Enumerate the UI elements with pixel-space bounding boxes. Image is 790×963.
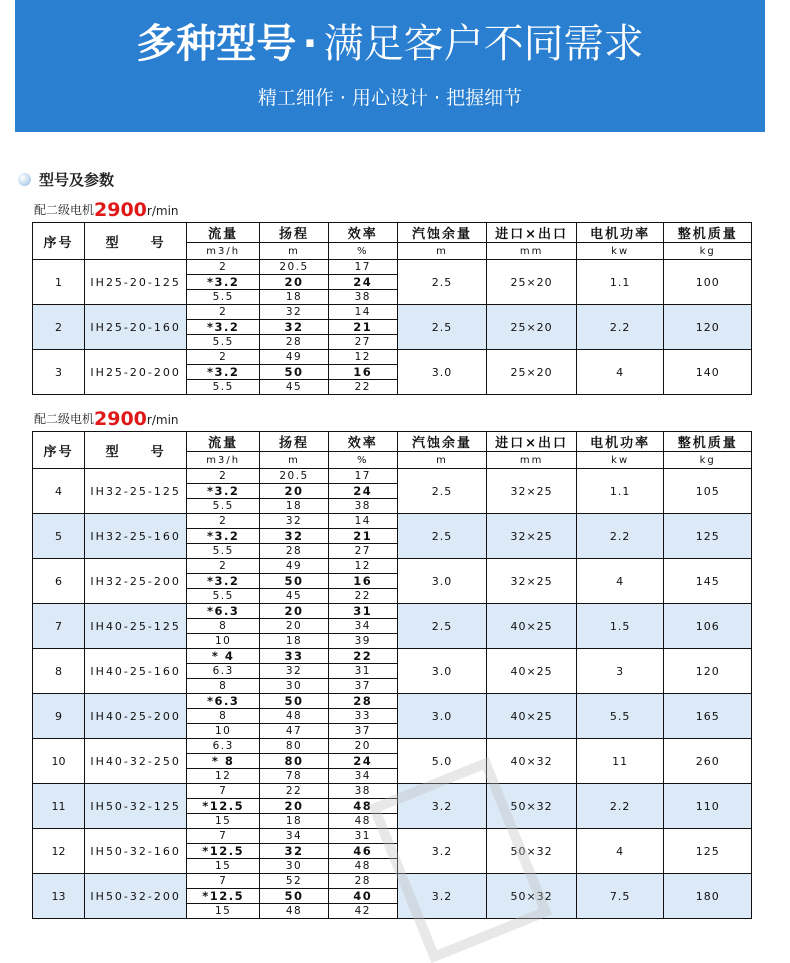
cell-eff: 46 [328,844,397,859]
cell-head: 18 [260,634,329,649]
row-mass: 140 [664,350,752,395]
cell-flow: 12 [187,769,260,784]
row-idx: 2 [33,305,85,350]
motor-label: 配二级电机 [34,203,95,217]
row-model: IH32-25-160 [85,514,187,559]
cell-head: 22 [260,784,329,799]
header-port-unit: mm [487,243,577,260]
cell-eff: 40 [328,889,397,904]
cell-eff: 37 [328,679,397,694]
row-port: 32×25 [487,469,577,514]
cell-head: 18 [260,814,329,829]
cell-head: 18 [260,290,329,305]
header-model: 型 号 [85,432,187,469]
cell-eff: 22 [328,649,397,664]
cell-flow: 10 [187,724,260,739]
table-row [33,649,752,664]
cell-flow: 5.5 [187,380,260,395]
cell-flow: 8 [187,709,260,724]
cell-flow: 7 [187,784,260,799]
cell-eff: 33 [328,709,397,724]
cell-flow: *12.5 [187,844,260,859]
motor-unit: r/min [146,204,179,218]
cell-head: 49 [260,350,329,365]
table-row [33,350,752,365]
row-power: 1.1 [576,260,664,305]
row-idx: 5 [33,514,85,559]
row-model: IH25-20-160 [85,305,187,350]
cell-eff: 28 [328,874,397,889]
cell-eff: 34 [328,769,397,784]
header-mass: 整机质量 [664,432,752,452]
cell-flow: 15 [187,814,260,829]
row-npsh: 3.0 [397,649,487,694]
cell-flow: 2 [187,305,260,320]
cell-eff: 48 [328,859,397,874]
spec-table [32,222,752,395]
row-mass: 106 [664,604,752,649]
cell-flow: *3.2 [187,320,260,335]
row-idx: 10 [33,739,85,784]
cell-head: 20.5 [260,260,329,275]
motor-label: 配二级电机 [34,412,95,426]
cell-flow: 2 [187,260,260,275]
header-port: 进口×出口 [487,223,577,243]
header-flow: 流量 [187,432,260,452]
row-model: IH32-25-200 [85,559,187,604]
row-power: 4 [576,350,664,395]
cell-eff: 14 [328,514,397,529]
header-head: 扬程 [260,223,329,243]
header-eff: 效率 [328,223,397,243]
cell-eff: 38 [328,499,397,514]
row-power: 2.2 [576,305,664,350]
header-flow-unit: m3/h [187,452,260,469]
header-port-unit: mm [487,452,577,469]
cell-flow: *3.2 [187,275,260,290]
table-row [33,604,752,619]
cell-eff: 24 [328,484,397,499]
header-model: 型 号 [85,223,187,260]
cell-flow: 7 [187,829,260,844]
table-row [33,260,752,275]
banner-title [15,18,765,70]
row-mass: 145 [664,559,752,604]
row-mass: 120 [664,305,752,350]
cell-eff: 16 [328,574,397,589]
header-npsh: 汽蚀余量 [397,223,487,243]
cell-flow: *3.2 [187,529,260,544]
row-idx: 7 [33,604,85,649]
header-npsh-unit: m [397,452,487,469]
row-mass: 105 [664,469,752,514]
row-power: 7.5 [576,874,664,919]
cell-eff: 48 [328,814,397,829]
cell-eff: 17 [328,260,397,275]
table-row [33,874,752,889]
header-eff-unit: % [328,452,397,469]
row-port: 25×20 [487,260,577,305]
cell-eff: 38 [328,290,397,305]
motor-speed: 2900 [94,199,147,221]
row-npsh: 3.2 [397,784,487,829]
cell-head: 32 [260,305,329,320]
cell-eff: 12 [328,559,397,574]
cell-head: 78 [260,769,329,784]
cell-head: 20.5 [260,469,329,484]
cell-head: 50 [260,574,329,589]
cell-head: 47 [260,724,329,739]
row-mass: 180 [664,874,752,919]
row-model: IH50-32-160 [85,829,187,874]
row-idx: 6 [33,559,85,604]
cell-head: 48 [260,709,329,724]
cell-flow: 2 [187,469,260,484]
row-power: 2.2 [576,514,664,559]
cell-head: 32 [260,529,329,544]
row-port: 32×25 [487,514,577,559]
row-mass: 110 [664,784,752,829]
row-power: 5.5 [576,694,664,739]
row-power: 1.1 [576,469,664,514]
header-mass-unit: kg [664,452,752,469]
row-power: 4 [576,559,664,604]
cell-head: 28 [260,335,329,350]
row-npsh: 3.0 [397,559,487,604]
row-power: 3 [576,649,664,694]
row-port: 32×25 [487,559,577,604]
cell-flow: 5.5 [187,335,260,350]
cell-head: 32 [260,664,329,679]
cell-flow: 2 [187,514,260,529]
cell-eff: 22 [328,589,397,604]
motor-spec [34,407,179,429]
cell-head: 20 [260,275,329,290]
cell-flow: * 4 [187,649,260,664]
header-row [33,432,752,452]
table-row [33,305,752,320]
header-head: 扬程 [260,432,329,452]
row-idx: 11 [33,784,85,829]
cell-head: 50 [260,365,329,380]
row-model: IH50-32-125 [85,784,187,829]
header-power-unit: kw [576,452,664,469]
row-port: 50×32 [487,829,577,874]
row-port: 25×20 [487,350,577,395]
row-power: 4 [576,829,664,874]
cell-eff: 27 [328,544,397,559]
cell-flow: 5.5 [187,544,260,559]
cell-head: 30 [260,859,329,874]
row-port: 40×25 [487,694,577,739]
row-npsh: 3.0 [397,350,487,395]
cell-head: 50 [260,694,329,709]
motor-spec [34,198,179,220]
cell-head: 32 [260,320,329,335]
cell-flow: *3.2 [187,484,260,499]
cell-flow: 2 [187,559,260,574]
row-npsh: 2.5 [397,514,487,559]
cell-head: 20 [260,619,329,634]
cell-flow: 7 [187,874,260,889]
table-row [33,469,752,484]
cell-head: 80 [260,739,329,754]
header-flow: 流量 [187,223,260,243]
row-power: 2.2 [576,784,664,829]
cell-flow: * 8 [187,754,260,769]
cell-head: 34 [260,829,329,844]
cell-head: 20 [260,484,329,499]
row-idx: 3 [33,350,85,395]
row-npsh: 2.5 [397,305,487,350]
row-model: IH40-32-250 [85,739,187,784]
cell-flow: 10 [187,634,260,649]
row-npsh: 2.5 [397,604,487,649]
row-port: 50×32 [487,874,577,919]
row-mass: 120 [664,649,752,694]
row-port: 50×32 [487,784,577,829]
row-idx: 9 [33,694,85,739]
motor-unit: r/min [146,413,179,427]
cell-eff: 14 [328,305,397,320]
cell-eff: 28 [328,694,397,709]
row-port: 40×25 [487,649,577,694]
header-flow-unit: m3/h [187,243,260,260]
cell-eff: 12 [328,350,397,365]
row-idx: 8 [33,649,85,694]
header-banner [15,0,765,132]
row-port: 25×20 [487,305,577,350]
cell-eff: 21 [328,529,397,544]
cell-flow: *12.5 [187,889,260,904]
row-model: IH40-25-125 [85,604,187,649]
row-npsh: 2.5 [397,469,487,514]
banner-title-bold: 多种型号 [136,21,297,67]
cell-head: 32 [260,844,329,859]
section-title: 型号及参数 [39,170,115,189]
cell-flow: 2 [187,350,260,365]
cell-head: 33 [260,649,329,664]
cell-eff: 38 [328,784,397,799]
cell-eff: 37 [328,724,397,739]
row-power: 11 [576,739,664,784]
row-npsh: 3.2 [397,829,487,874]
header-idx: 序号 [33,432,85,469]
cell-eff: 39 [328,634,397,649]
table-row [33,514,752,529]
cell-eff: 48 [328,799,397,814]
row-power: 1.5 [576,604,664,649]
row-model: IH50-32-200 [85,874,187,919]
cell-eff: 22 [328,380,397,395]
cell-flow: *6.3 [187,694,260,709]
cell-flow: 5.5 [187,499,260,514]
cell-flow: 6.3 [187,664,260,679]
cell-flow: 6.3 [187,739,260,754]
motor-speed: 2900 [94,408,147,430]
bullet-icon [18,173,31,186]
header-row [33,223,752,243]
cell-head: 48 [260,904,329,919]
cell-flow: 8 [187,619,260,634]
row-model: IH32-25-125 [85,469,187,514]
header-port: 进口×出口 [487,432,577,452]
row-mass: 100 [664,260,752,305]
cell-flow: 15 [187,859,260,874]
cell-head: 45 [260,380,329,395]
table-row [33,559,752,574]
banner-subtitle: 精工细作 · 用心设计 · 把握细节 [257,87,523,109]
header-mass-unit: kg [664,243,752,260]
cell-eff: 21 [328,320,397,335]
cell-flow: *12.5 [187,799,260,814]
row-model: IH25-20-125 [85,260,187,305]
cell-eff: 42 [328,904,397,919]
row-npsh: 3.0 [397,694,487,739]
cell-eff: 27 [328,335,397,350]
cell-eff: 31 [328,829,397,844]
row-mass: 260 [664,739,752,784]
header-eff: 效率 [328,432,397,452]
row-mass: 125 [664,514,752,559]
table-row [33,739,752,754]
cell-eff: 34 [328,619,397,634]
row-idx: 12 [33,829,85,874]
header-head-unit: m [260,452,329,469]
header-eff-unit: % [328,243,397,260]
row-model: IH40-25-200 [85,694,187,739]
cell-eff: 31 [328,664,397,679]
row-idx: 13 [33,874,85,919]
table-row [33,694,752,709]
banner-title-dot: · [302,21,318,67]
cell-head: 50 [260,889,329,904]
row-port: 40×32 [487,739,577,784]
cell-flow: 5.5 [187,290,260,305]
header-power: 电机功率 [576,223,664,243]
cell-eff: 31 [328,604,397,619]
header-npsh-unit: m [397,243,487,260]
cell-eff: 17 [328,469,397,484]
cell-flow: *3.2 [187,365,260,380]
cell-head: 18 [260,499,329,514]
row-npsh: 3.2 [397,874,487,919]
cell-eff: 24 [328,275,397,290]
row-mass: 125 [664,829,752,874]
cell-head: 30 [260,679,329,694]
cell-head: 32 [260,514,329,529]
row-model: IH25-20-200 [85,350,187,395]
row-idx: 1 [33,260,85,305]
cell-head: 52 [260,874,329,889]
header-power-unit: kw [576,243,664,260]
cell-flow: *3.2 [187,574,260,589]
row-npsh: 2.5 [397,260,487,305]
cell-head: 28 [260,544,329,559]
row-mass: 165 [664,694,752,739]
banner-title-rest: 满足客户不同需求 [323,21,644,67]
cell-eff: 16 [328,365,397,380]
cell-head: 49 [260,559,329,574]
row-port: 40×25 [487,604,577,649]
row-model: IH40-25-160 [85,649,187,694]
cell-flow: 15 [187,904,260,919]
header-mass: 整机质量 [664,223,752,243]
header-head-unit: m [260,243,329,260]
header-npsh: 汽蚀余量 [397,432,487,452]
row-npsh: 5.0 [397,739,487,784]
cell-flow: *6.3 [187,604,260,619]
cell-eff: 20 [328,739,397,754]
header-power: 电机功率 [576,432,664,452]
header-idx: 序号 [33,223,85,260]
cell-eff: 24 [328,754,397,769]
section-heading [18,166,114,192]
cell-flow: 8 [187,679,260,694]
row-idx: 4 [33,469,85,514]
cell-head: 20 [260,799,329,814]
cell-flow: 5.5 [187,589,260,604]
cell-head: 80 [260,754,329,769]
cell-head: 20 [260,604,329,619]
cell-head: 45 [260,589,329,604]
